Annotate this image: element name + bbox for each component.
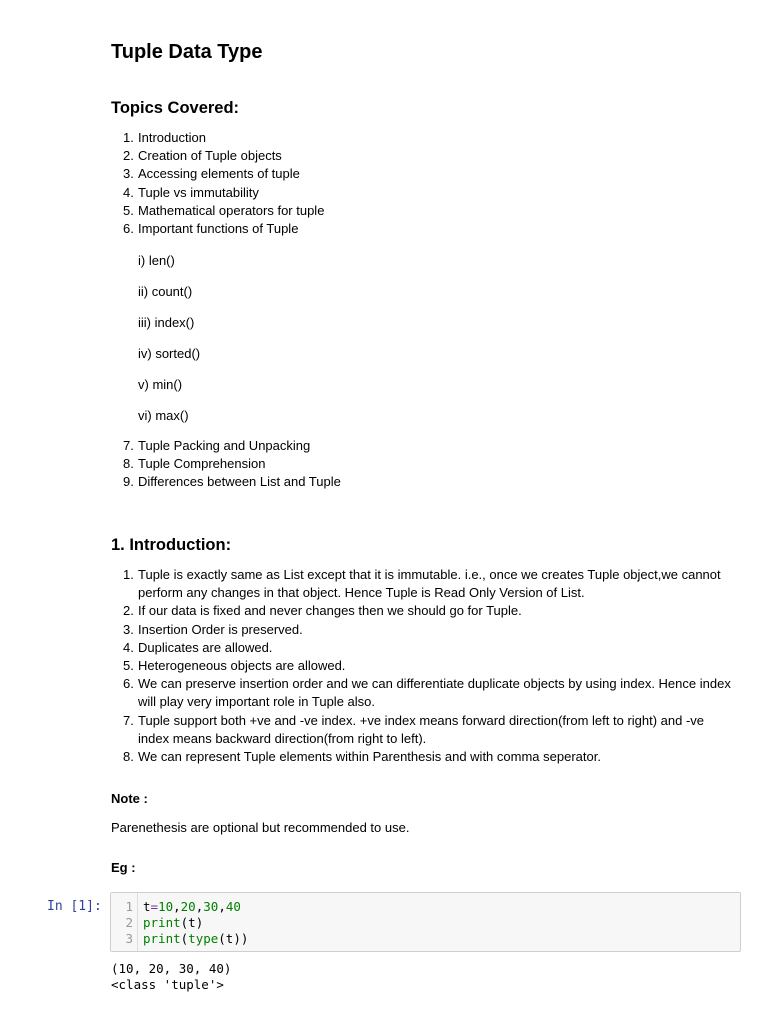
function-item: iv) sorted() bbox=[138, 346, 201, 361]
list-item: 8. Tuple Comprehension bbox=[123, 456, 266, 472]
list-item: 8. We can represent Tuple elements within Parenthesis and with comma seperator. bbox=[123, 749, 601, 765]
note-label: Note : bbox=[111, 791, 148, 806]
list-item: 4. Tuple vs immutability bbox=[123, 184, 259, 200]
code-editor[interactable] bbox=[111, 899, 248, 947]
function-item: vi) max() bbox=[138, 408, 189, 423]
note-text: Parenethesis are optional but recommended to use. bbox=[111, 820, 410, 835]
code-line: 1 t=10,20,30,40 bbox=[125, 899, 241, 914]
introduction-list bbox=[111, 566, 736, 766]
function-item: ii) count() bbox=[138, 284, 193, 299]
list-item: 5. Heterogeneous objects are allowed. bbox=[123, 658, 346, 674]
functions-list bbox=[138, 252, 200, 438]
list-item: 3. Accessing elements of tuple bbox=[123, 166, 300, 182]
topics-heading: Topics Covered: bbox=[111, 99, 240, 117]
introduction-heading: 1. Introduction: bbox=[111, 536, 232, 554]
list-item: 6. We can preserve insertion order and we can differentiate duplicate objects by using index. Hence index will play very important role in Tuple also. bbox=[123, 676, 731, 710]
list-item: 4. Duplicates are allowed. bbox=[123, 639, 273, 655]
list-item: 2. If our data is fixed and never changes then we should go for Tuple. bbox=[123, 603, 522, 619]
code-cell[interactable] bbox=[110, 892, 741, 952]
list-item: 5. Mathematical operators for tuple bbox=[123, 202, 325, 218]
function-item: iii) index() bbox=[138, 315, 195, 330]
example-label: Eg : bbox=[111, 860, 136, 875]
list-item: 9. Differences between List and Tuple bbox=[123, 474, 341, 490]
page-title: Tuple Data Type bbox=[111, 41, 263, 63]
list-item: 1. Tuple is exactly same as List except that it is immutable. i.e., once we creates Tuple object,we cannot perform any changes in that object. Hence Tuple is Read Only Version of List. bbox=[123, 567, 721, 601]
topics-list bbox=[111, 129, 736, 238]
list-item: 6. Important functions of Tuple bbox=[123, 221, 299, 237]
function-item: v) min() bbox=[138, 377, 183, 392]
list-item: 7. Tuple Packing and Unpacking bbox=[123, 438, 311, 453]
function-item: i) len() bbox=[138, 253, 175, 268]
topics-list-continued bbox=[111, 437, 736, 492]
code-line: 3 print(type(t)) bbox=[125, 931, 249, 946]
cell-prompt: In [1]: bbox=[47, 899, 102, 914]
list-item: 7. Tuple support both +ve and -ve index. +ve index means forward direction(from left to right) and -ve index means backward direction(from right to left). bbox=[123, 712, 705, 746]
code-line: 2 print(t) bbox=[125, 915, 204, 930]
cell-output: (10, 20, 30, 40) <class 'tuple'> bbox=[111, 961, 232, 992]
list-item: 3. Insertion Order is preserved. bbox=[123, 621, 303, 637]
list-item: 1. Introduction bbox=[123, 130, 206, 145]
list-item: 2. Creation of Tuple objects bbox=[123, 148, 282, 164]
